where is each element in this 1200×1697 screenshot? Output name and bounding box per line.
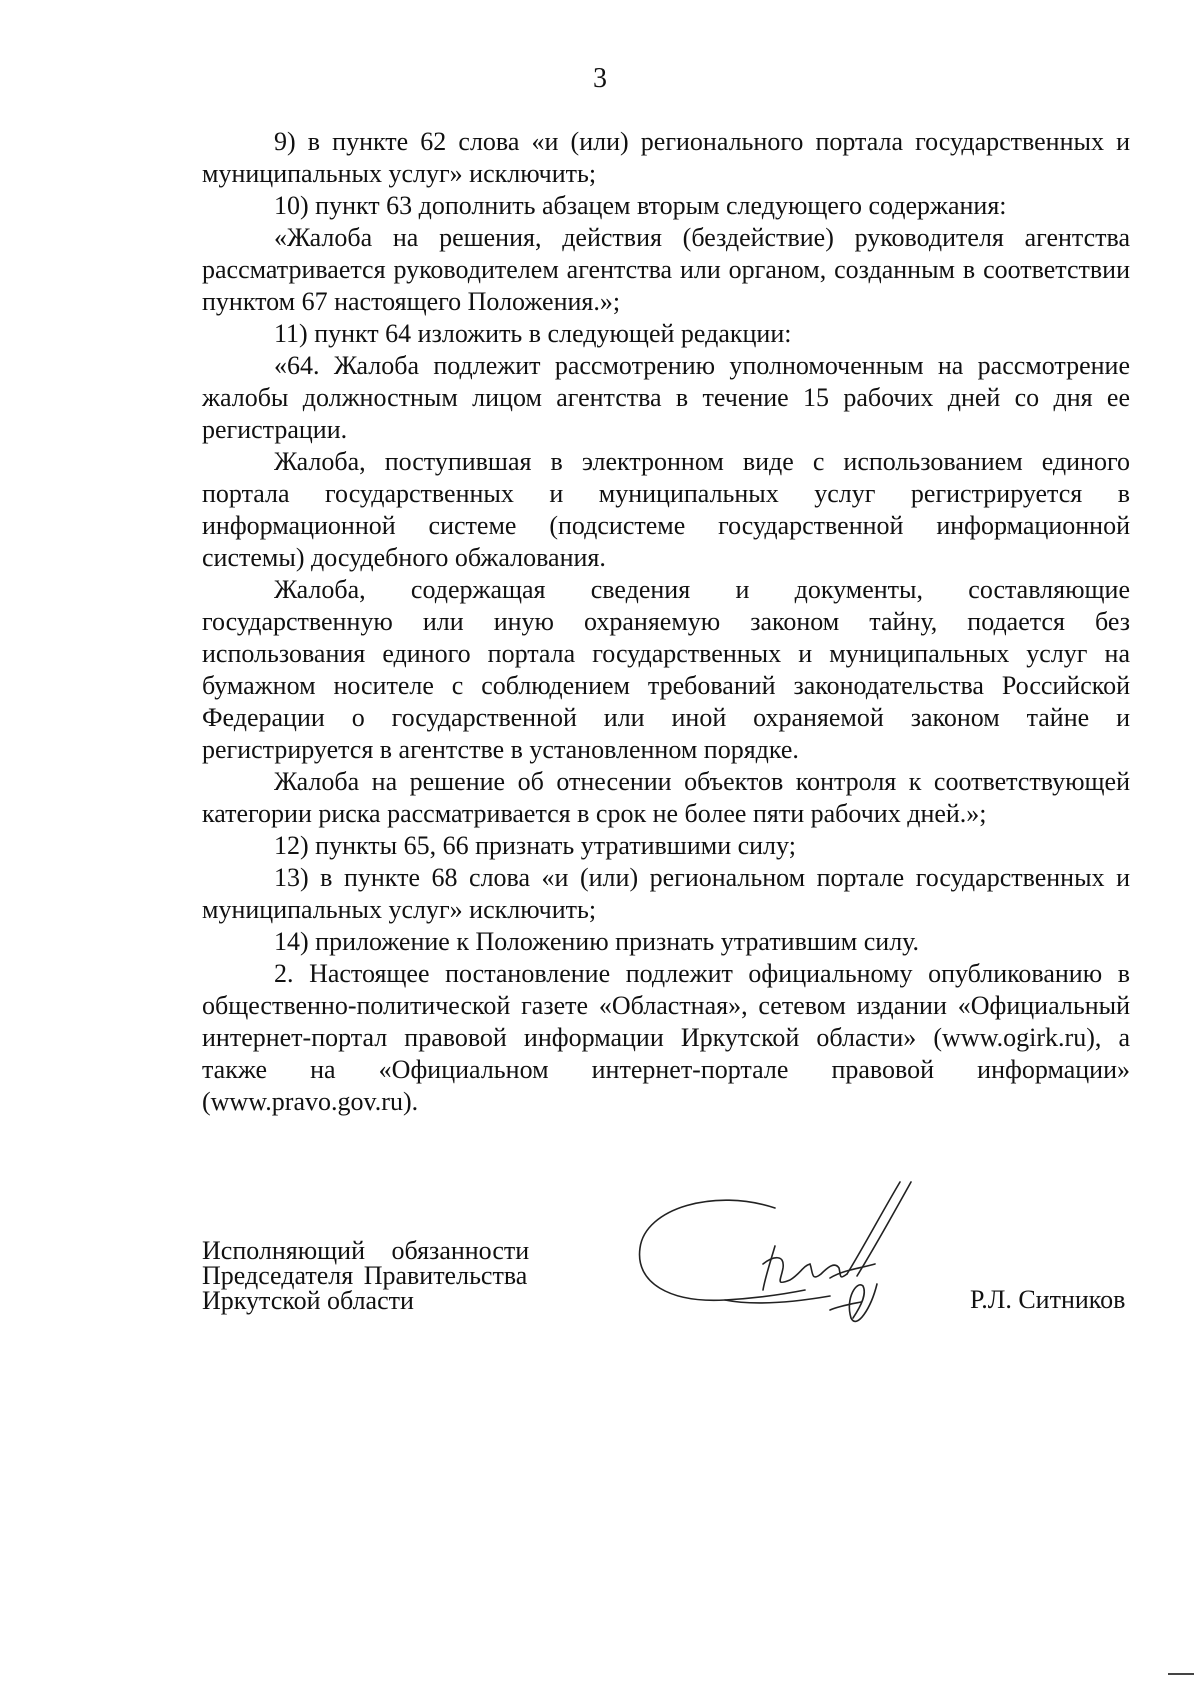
paragraph-item-14: 14) приложение к Положению признать утратившим силу.: [274, 927, 920, 956]
signer-title-line: Председателя Правительства: [202, 1261, 528, 1290]
signer-title-line: Исполняющий обязанности: [202, 1236, 530, 1265]
paragraph-item-13: 13) в пункте 68 слова «и (или) региональном портале государственных и муниципальных услуг» исключить;: [202, 863, 1130, 924]
paragraph-publication: 2. Настоящее постановление подлежит официальному опубликованию в общественно-политической газете «Областная», сетевом издании «Официальный интернет-портал правовой информации Иркутской области» (www.ogirk.ru), а также на «Официальном интернет-портале правовой информации» (www.pravo.gov.ru).: [202, 959, 1130, 1116]
paragraph-item-10: 10) пункт 63 дополнить абзацем вторым следующего содержания:: [274, 191, 1007, 220]
signer-name: Р.Л. Ситников: [970, 1285, 1126, 1314]
page-number: 3: [593, 63, 607, 94]
document-body: [202, 126, 1130, 1118]
paragraph-item-9: 9) в пункте 62 слова «и (или) регионального портала государственных и муниципальных услуг» исключить;: [202, 127, 1130, 188]
paragraph-item-12: 12) пункты 65, 66 признать утратившими силу;: [274, 831, 796, 860]
paragraph-secret-complaint: Жалоба, содержащая сведения и документы, составляющие государственную или иную охраняемую законом тайну, подается без использования единого портала государственных и муниципальных услуг на бумажном носителе с соблюдением требований законодательства Российской Федерации о государственной или иной охраняемой законом тайне и регистрируется в агентстве в установленном порядке.: [202, 575, 1130, 764]
paragraph-quote-64: «64. Жалоба подлежит рассмотрению уполномоченным на рассмотрение жалобы должностным лицом агентства в течение 15 рабочих дней со дня ее регистрации.: [202, 351, 1130, 444]
paragraph-item-11: 11) пункт 64 изложить в следующей редакции:: [274, 319, 792, 348]
paragraph-quote-63: «Жалоба на решения, действия (бездействие) руководителя агентства рассматривается руководителем агентства или органом, созданным в соответствии пунктом 67 настоящего Положения.»;: [202, 223, 1130, 316]
signer-title-line: Иркутской области: [202, 1286, 414, 1315]
paragraph-electronic-complaint: Жалоба, поступившая в электронном виде с использованием единого портала государственных и муниципальных услуг регистрируется в информационной системе (подсистеме государственной информационной системы) досудебного обжалования.: [202, 447, 1130, 572]
paragraph-risk-category-complaint: Жалоба на решение об отнесении объектов контроля к соответствующей категории риска рассматривается в срок не более пяти рабочих дней.»;: [202, 767, 1130, 828]
scan-edge-mark: [1168, 1673, 1194, 1675]
handwritten-signature: [625, 1168, 965, 1348]
signer-title-block: [202, 1238, 529, 1313]
